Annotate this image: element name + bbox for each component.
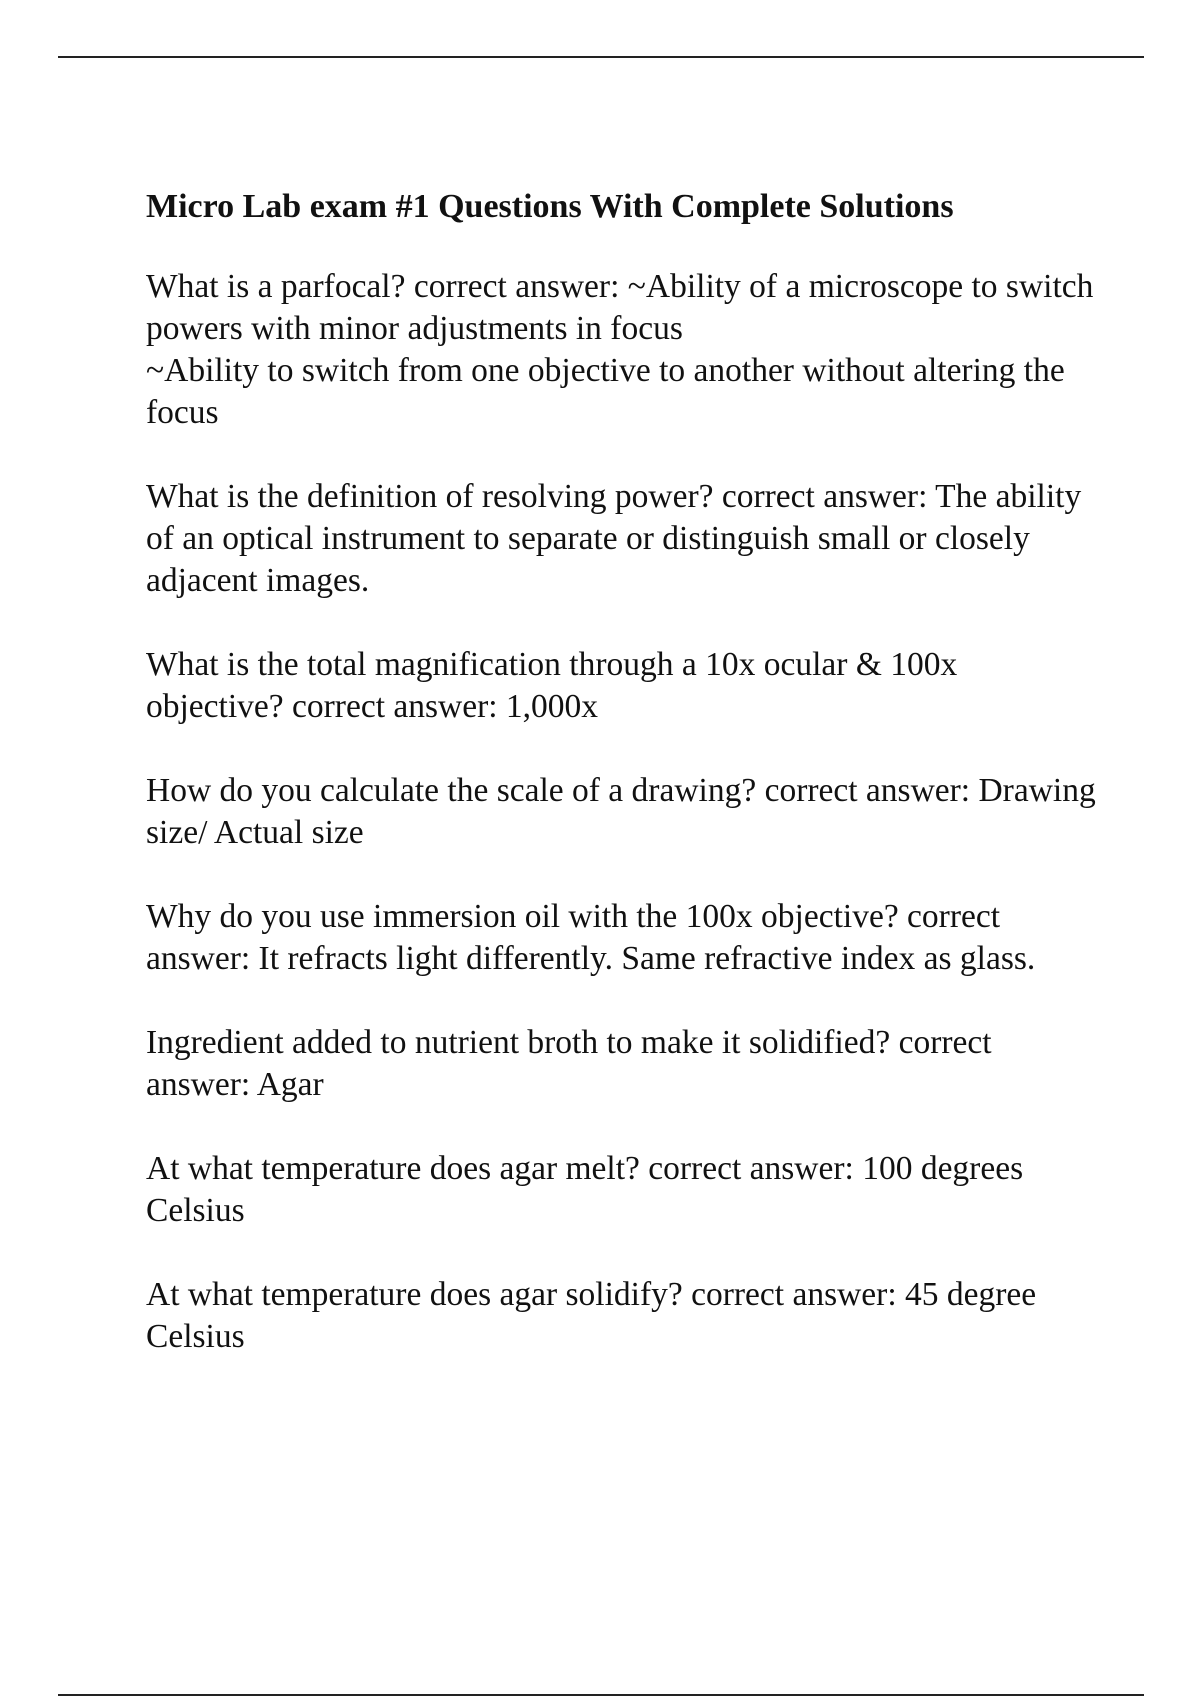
qa-item-total-magnification: What is the total magnification through a 10x ocular & 100x objective? correct answer: 1,000x (146, 646, 958, 725)
qa-item-resolving-power: What is the definition of resolving power? correct answer: The ability of an optical instrument to separate or distinguish small or closely adjacent images. (146, 478, 1082, 599)
header-rule (58, 56, 1144, 58)
document-title: Micro Lab exam #1 Questions With Complete Solutions (146, 188, 954, 225)
qa-item-agar-solidify: At what temperature does agar solidify? correct answer: 45 degree Celsius (146, 1276, 1037, 1355)
footer-rule (58, 1694, 1144, 1696)
qa-item-drawing-scale: How do you calculate the scale of a drawing? correct answer: Drawing size/ Actual size (146, 772, 1096, 851)
document-body (146, 186, 1096, 1400)
qa-item-parfocal: What is a parfocal? correct answer: ~Ability of a microscope to switch powers with minor adjustments in focus ~Ability to switch from one objective to another without altering the focus (146, 268, 1094, 431)
qa-item-agar-melt: At what temperature does agar melt? correct answer: 100 degrees Celsius (146, 1150, 1024, 1229)
qa-item-immersion-oil: Why do you use immersion oil with the 100x objective? correct answer: It refracts light differently. Same refractive index as glass. (146, 898, 1036, 977)
qa-item-agar-ingredient: Ingredient added to nutrient broth to make it solidified? correct answer: Agar (146, 1024, 992, 1103)
